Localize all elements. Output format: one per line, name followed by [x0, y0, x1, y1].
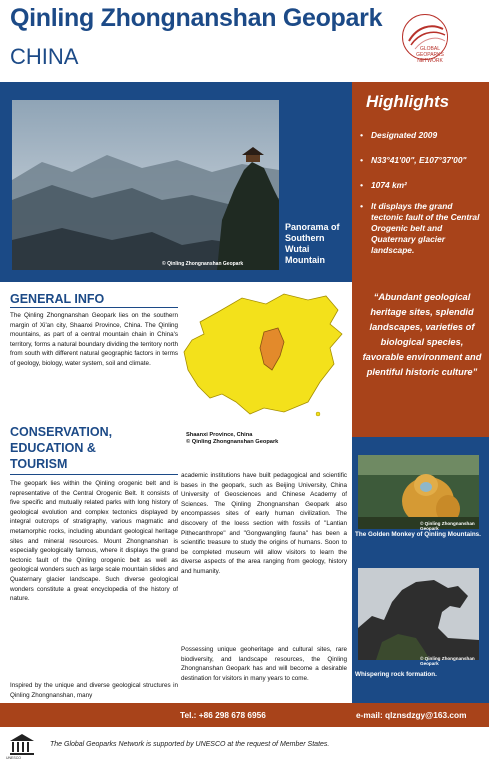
general-info-divider [10, 307, 178, 308]
conservation-title-line3: TOURISM [10, 457, 68, 471]
contact-telephone: Tel.: +86 298 678 6956 [180, 710, 266, 720]
highlights-list [360, 130, 484, 256]
monkey-photo-stamp: © Qinling Zhongnanshan Geopark [420, 521, 475, 531]
highlights-title: Highlights [366, 92, 450, 111]
page-title: Qinling Zhongnanshan Geopark [10, 4, 383, 32]
panorama-photo [12, 100, 279, 270]
conservation-para2: Inspired by the unique and diverse geological structures in Qinling Zhongnanshan, many [10, 682, 178, 699]
highlight-description: • It displays the grand tectonic fault of the Central Orogenic belt and Quaternary glacier landscape. [360, 201, 484, 256]
contact-email[interactable]: e-mail: qlznsdzgy@163.com [356, 710, 467, 720]
page-subtitle-country: CHINA [10, 44, 79, 69]
unesco-logo-label: UNESCO [6, 756, 21, 760]
highlights-quote: “Abundant geological heritage sites, splendid landscapes, varieties of biological species, favorable environment and plentiful historic culture” [362, 292, 482, 377]
header [0, 0, 489, 82]
golden-monkey-photo [358, 455, 479, 529]
general-info-title: GENERAL INFO [10, 292, 105, 306]
unesco-logo-icon [8, 733, 36, 757]
highlight-area: • 1074 km² [360, 180, 484, 191]
rock-caption: Whispering rock formation. [355, 671, 437, 678]
network-support-text: The Global Geoparks Network is supported by UNESCO at the request of Member States. [50, 741, 330, 748]
logo-text: GLOBAL GEOPARKS NETWORK [416, 46, 444, 64]
contact-bar [0, 703, 489, 727]
map-caption [186, 432, 278, 446]
conservation-title-line2: EDUCATION & [10, 441, 96, 455]
map-caption-credit: © Qinling Zhongnanshan Geopark [186, 439, 279, 445]
panorama-photo-stamp: © Qinling Zhongnanshan Geopark [162, 261, 244, 267]
conservation-para3: academic institutions have built pedagogical and scientific bases in the geopark, such as Beijing University, China University of Geosciences and Chinese Academy of Sciences. The Qinling Zhongnanshan Geopark also encompasses sites of early human civilization. The discovery of the loess section with fossils of "Lantian Pithecanthrope" and "Gongwangling fauna" has been a scientific treasure to study the origins of humans. Soon to be completed museum will allow visitors to learn the diverse aspects of the area ranging from geology, history and humanity. [181, 472, 347, 575]
rock-photo-stamp: © Qinling Zhongnanshan Geopark [420, 656, 475, 666]
china-map [180, 290, 348, 418]
whispering-rock-photo [358, 568, 479, 660]
highlight-coordinates: • N33°41'00", E107°37'00" [360, 155, 484, 166]
conservation-divider [10, 474, 178, 475]
highlight-designated: • Designated 2009 [360, 130, 484, 141]
panorama-caption: Panorama of Southern Wutai Mountain [285, 222, 340, 265]
conservation-title [10, 424, 112, 472]
map-caption-province: Shaanxi Province, China [186, 432, 253, 438]
conservation-title-line1: CONSERVATION, [10, 425, 113, 439]
conservation-para1: The geopark lies within the Qinling orogenic belt and is representative of the Central Orogenic Belt. It consists of five specific and mutually related parks with long history of geological evolution and complex tectonics displayed by integral outcrops of stratigraphy, various magmatic and metamorphic rocks, including abundant geological heritage sites and mineral resources. Mount Zhongnanshan is especially geologically famous, where it displays the grand tectonic fault of the Qinling orogenic belt as well as geological wonders such as large scale mountain slides and Quaternary glacier landscape. Such diverse geological wonders constitute a great encyclopedia of the history of nature. [10, 480, 178, 603]
general-info-text: The Qinling Zhongnanshan Geopark lies on the southern margin of Xi'an city, Shaanxi Province, China. The Qinling mountains, as part of a central mountain chain in China's territory, forms a natural boundary dividing the territory north from south with different natural geographic factors in terms of geology, biology, water system, soil and climate. [10, 312, 178, 367]
conservation-para4: Possessing unique geoheritage and cultural sites, rare biodiversity, and landscape resources, the Qinling Zhongnanshan Geopark has and will become a desirable destination for visitors in many years to come. [181, 646, 347, 682]
monkey-caption: The Golden Monkey of Qinling Mountains. [355, 531, 481, 538]
highlights-panel [352, 82, 489, 437]
